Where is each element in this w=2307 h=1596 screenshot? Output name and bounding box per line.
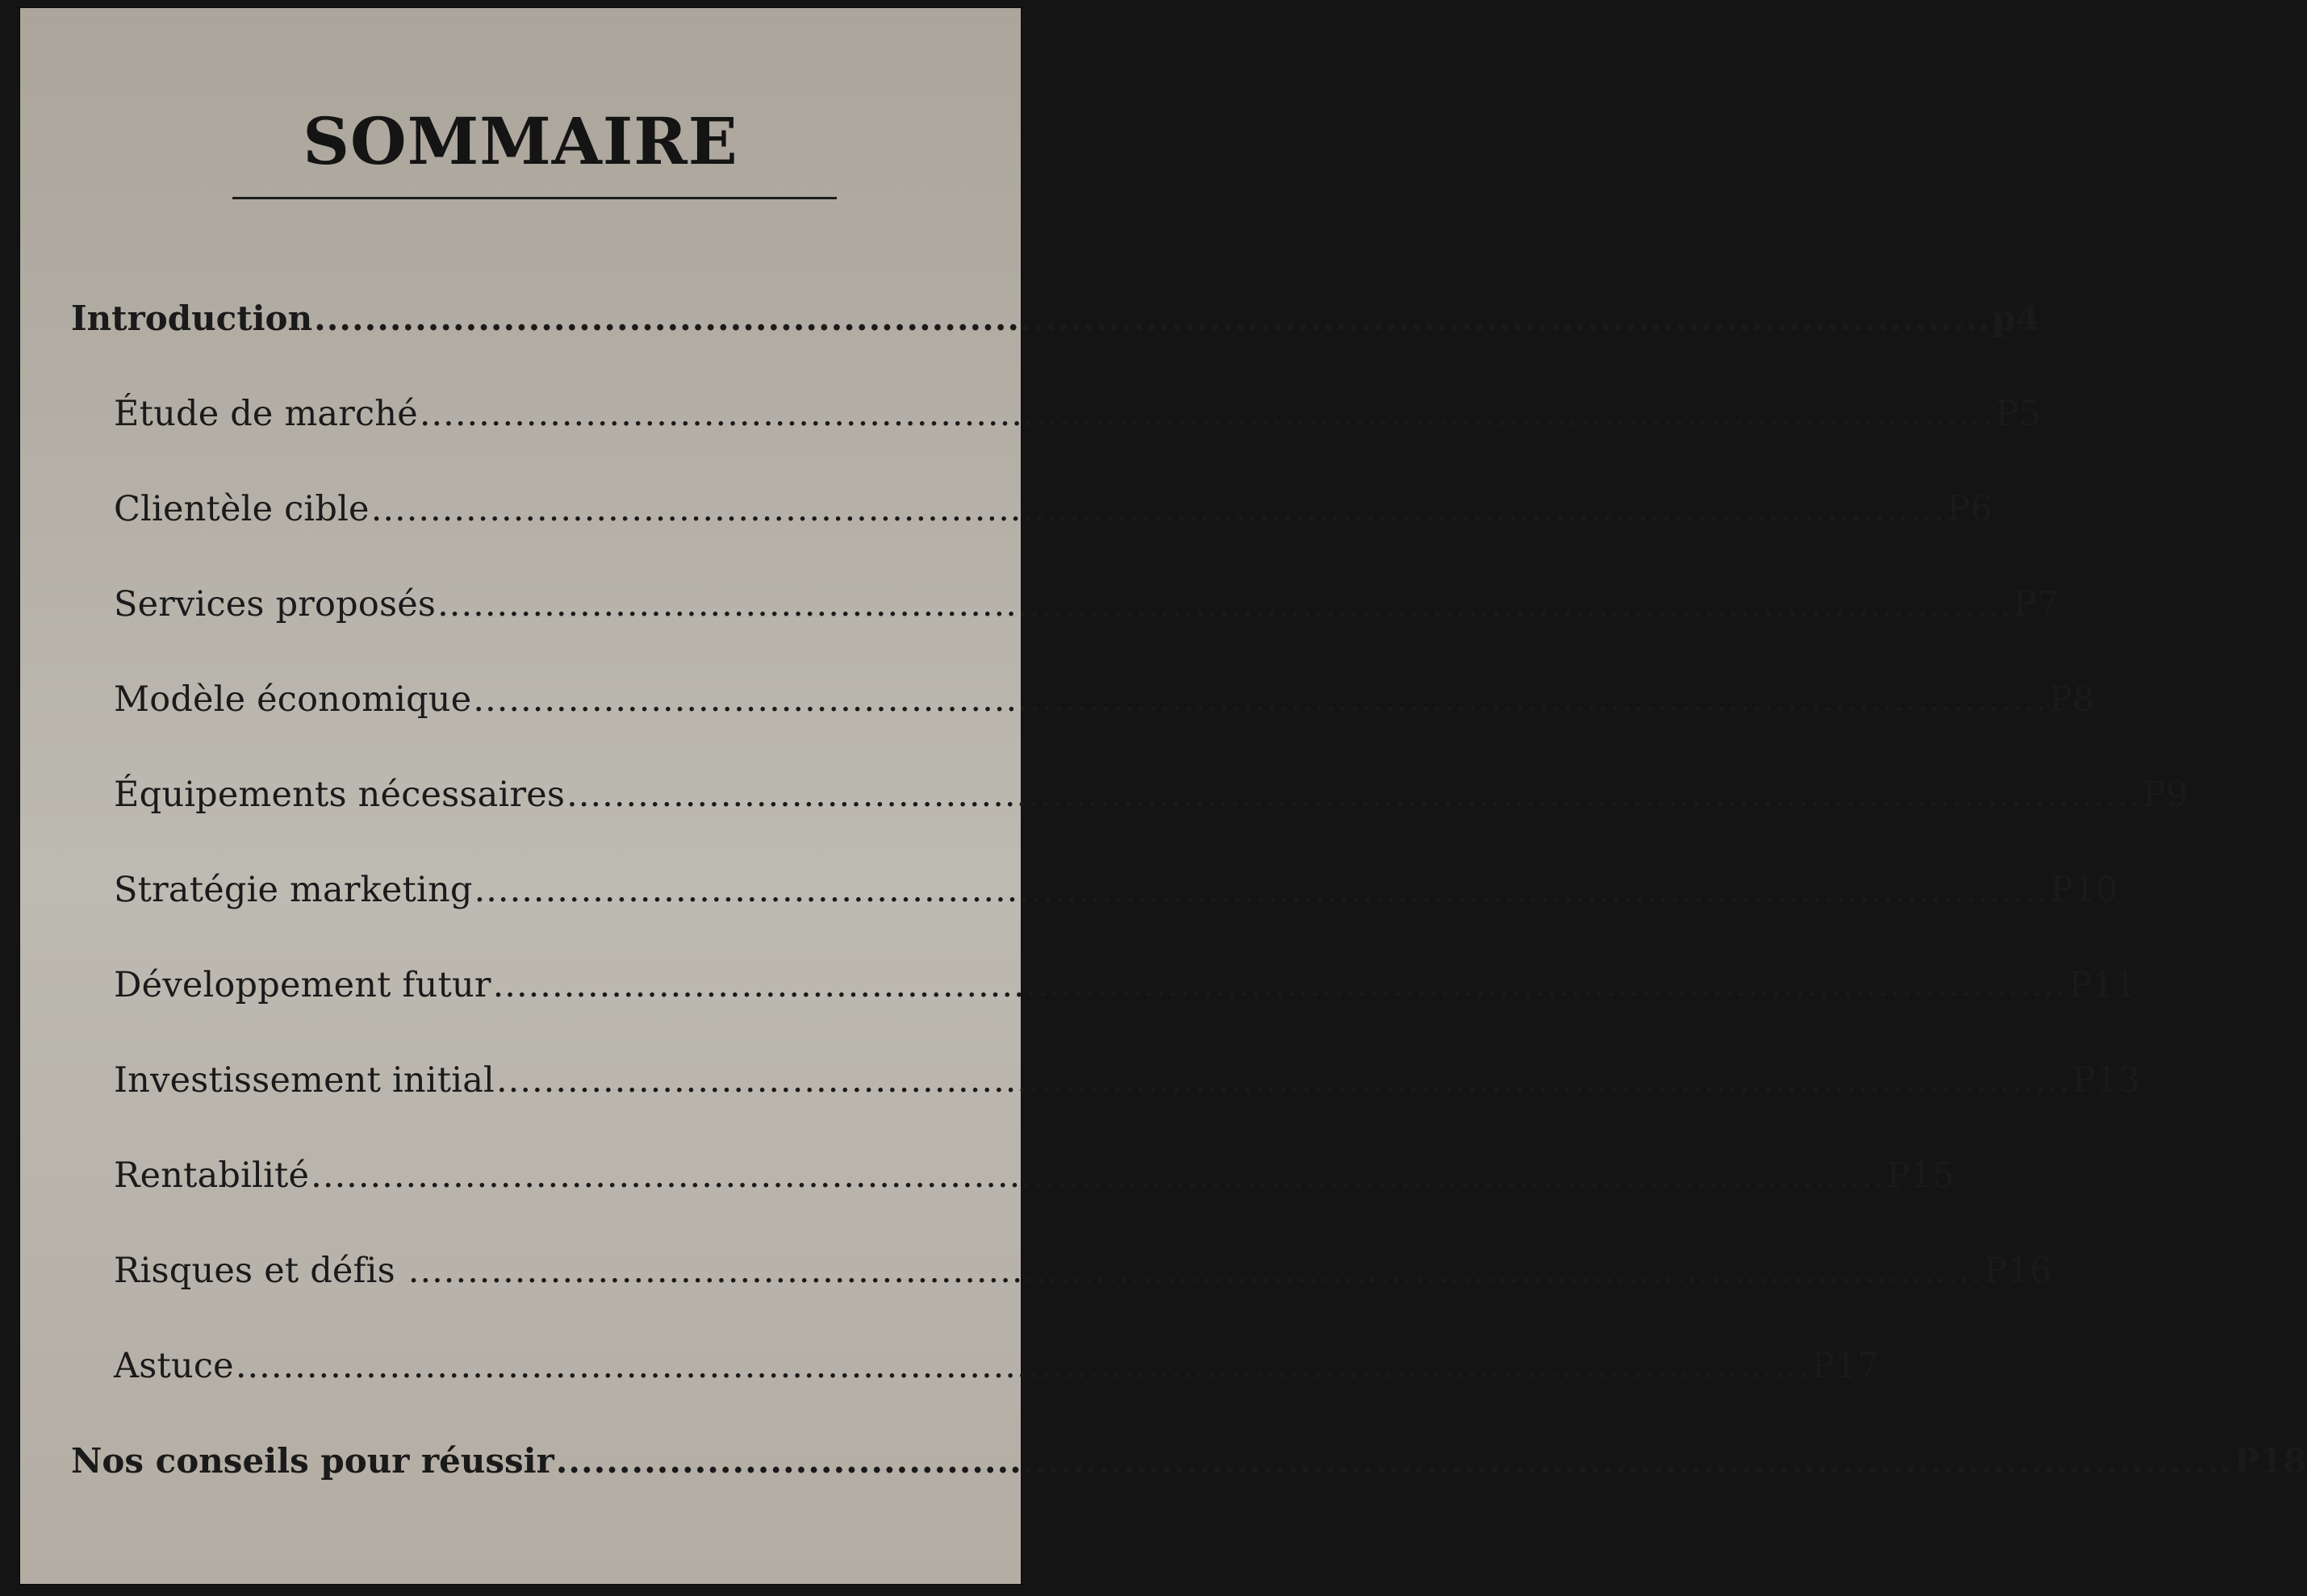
toc-entry-page: P17 bbox=[1811, 1346, 1879, 1386]
toc-entry-developpement-futur[interactable] bbox=[114, 965, 2137, 1013]
dot-leader: ..................................................................................................................................... bbox=[407, 1251, 1983, 1291]
dot-leader: ..................................................................................................................................... bbox=[370, 489, 1945, 529]
toc-entry-strategie-marketing[interactable] bbox=[114, 870, 2118, 918]
toc-entry-page: P9 bbox=[2142, 775, 2188, 815]
toc-entry-label: Développement futur bbox=[114, 965, 491, 1005]
toc-entry-etude-de-marche[interactable] bbox=[114, 394, 2042, 442]
dot-leader: ..................................................................................................................................... bbox=[474, 870, 2049, 910]
toc-entry-label: Introduction bbox=[71, 299, 313, 338]
dot-leader: ..................................................................................................................................... bbox=[437, 584, 2012, 625]
toc-entry-introduction[interactable] bbox=[71, 299, 2040, 347]
toc-entry-label: Étude de marché bbox=[114, 394, 418, 434]
document-page bbox=[19, 7, 2307, 1585]
toc-entry-page: p4 bbox=[1991, 299, 2040, 338]
toc-entry-label: Équipements nécessaires bbox=[114, 775, 566, 815]
dot-leader: ..................................................................................................................................... bbox=[235, 1346, 1810, 1386]
dot-leader: ..................................................................................................................................... bbox=[495, 1060, 2071, 1101]
dot-leader: ..................................................................................................................................... bbox=[314, 299, 1991, 338]
toc-entry-clientele-cible[interactable] bbox=[114, 489, 1993, 537]
toc-entry-risques-et-defis[interactable] bbox=[114, 1251, 2052, 1299]
title-underline bbox=[232, 197, 837, 199]
toc-entry-label: Modèle économique bbox=[114, 679, 472, 720]
toc-entry-label: Rentabilité bbox=[114, 1155, 310, 1196]
toc-entry-label: Astuce bbox=[114, 1346, 234, 1386]
toc-entry-investissement-initial[interactable] bbox=[114, 1060, 2141, 1109]
toc-entry-modele-economique[interactable] bbox=[114, 679, 2095, 728]
toc-entry-page: P5 bbox=[1995, 394, 2042, 434]
toc-entry-page: P8 bbox=[2049, 679, 2095, 720]
toc-entry-equipements-necessaires[interactable] bbox=[114, 775, 2188, 823]
dot-leader: ..................................................................................................................................... bbox=[492, 965, 2067, 1005]
toc-entry-astuce[interactable] bbox=[114, 1346, 1879, 1394]
toc-entry-label: Nos conseils pour réussir bbox=[71, 1441, 554, 1481]
toc-entry-services-proposes[interactable] bbox=[114, 584, 2059, 633]
toc-entry-page: P7 bbox=[2013, 584, 2059, 625]
toc-entry-page: P13 bbox=[2071, 1060, 2141, 1101]
toc-entry-label: Services proposés bbox=[114, 584, 437, 625]
toc-entry-label: Clientèle cible bbox=[114, 489, 370, 529]
toc-entry-page: P6 bbox=[1946, 489, 1993, 529]
dot-leader: ..................................................................................................................................... bbox=[473, 679, 2048, 720]
dot-leader: ..................................................................................................................................... bbox=[555, 1441, 2233, 1481]
toc-entry-label: Risques et défis bbox=[114, 1251, 407, 1291]
toc-entry-page: P10 bbox=[2050, 870, 2118, 910]
page-title: SOMMAIRE bbox=[303, 103, 738, 179]
dot-leader: ..................................................................................................................................... bbox=[566, 775, 2142, 815]
dot-leader: ..................................................................................................................................... bbox=[419, 394, 1994, 434]
toc-entry-page: P16 bbox=[1983, 1251, 2052, 1291]
toc-entry-rentabilite[interactable] bbox=[114, 1155, 1955, 1204]
toc-entry-page: P15 bbox=[1887, 1155, 1955, 1196]
toc-entry-page: P18 bbox=[2234, 1441, 2307, 1481]
toc-entry-label: Stratégie marketing bbox=[114, 870, 473, 910]
toc-entry-label: Investissement initial bbox=[114, 1060, 495, 1101]
toc-entry-page: P11 bbox=[2068, 965, 2137, 1005]
dot-leader: ..................................................................................................................................... bbox=[311, 1155, 1886, 1196]
toc-entry-nos-conseils[interactable] bbox=[71, 1441, 2307, 1489]
